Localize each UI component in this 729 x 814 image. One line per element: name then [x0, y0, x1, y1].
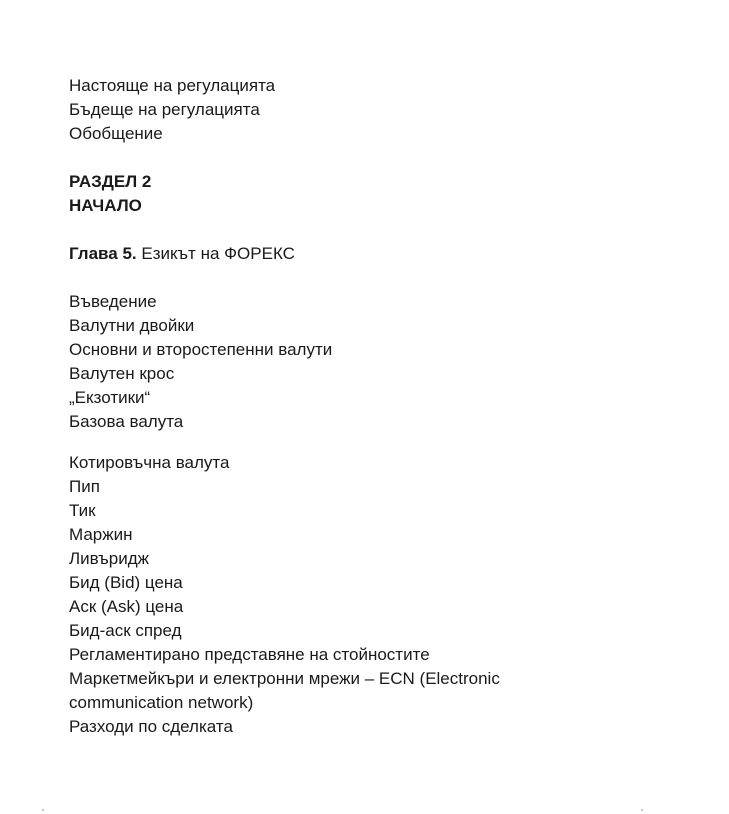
toc-item: Регламентирано представяне на стойностите: [69, 645, 430, 664]
chapter-label: Глава 5.: [69, 244, 137, 263]
page-corner-mark-left: [42, 809, 44, 811]
toc-item: Аск (Ask) цена: [69, 597, 184, 616]
section-subtitle: НАЧАЛО: [69, 196, 142, 215]
section-heading: [69, 170, 689, 218]
toc-item: Бид (Bid) цена: [69, 573, 183, 592]
toc-item: Пип: [69, 477, 100, 496]
document-page: [69, 74, 689, 739]
toc-item: Маркетмейкъри и електронни мрежи – ECN (Electronic communication network): [69, 669, 500, 712]
page-corner-mark-right: [641, 809, 643, 811]
toc-intro-list: [69, 74, 689, 146]
chapter-heading: [69, 242, 689, 266]
toc-item: Бид-аск спред: [69, 621, 182, 640]
section-title: РАЗДЕЛ 2: [69, 172, 152, 191]
toc-item: „Екзотики“: [69, 388, 151, 407]
toc-item: Котировъчна валута: [69, 453, 230, 472]
toc-list-2: [69, 451, 689, 739]
toc-item: Валутен крос: [69, 364, 175, 383]
toc-item: Бъдеще на регулацията: [69, 100, 260, 119]
chapter-title: Езикът на ФОРЕКС: [136, 244, 295, 263]
toc-item: Разходи по сделката: [69, 717, 233, 736]
toc-item: Тик: [69, 501, 96, 520]
toc-item: Въведение: [69, 292, 157, 311]
toc-list-1: [69, 290, 689, 434]
toc-item: Обобщение: [69, 124, 163, 143]
toc-item: Ливъридж: [69, 549, 149, 568]
toc-item: Валутни двойки: [69, 316, 195, 335]
toc-item: Базова валута: [69, 412, 184, 431]
toc-item: Настояще на регулацията: [69, 76, 276, 95]
toc-item: Маржин: [69, 525, 133, 544]
toc-item: Основни и второстепенни валути: [69, 340, 333, 359]
